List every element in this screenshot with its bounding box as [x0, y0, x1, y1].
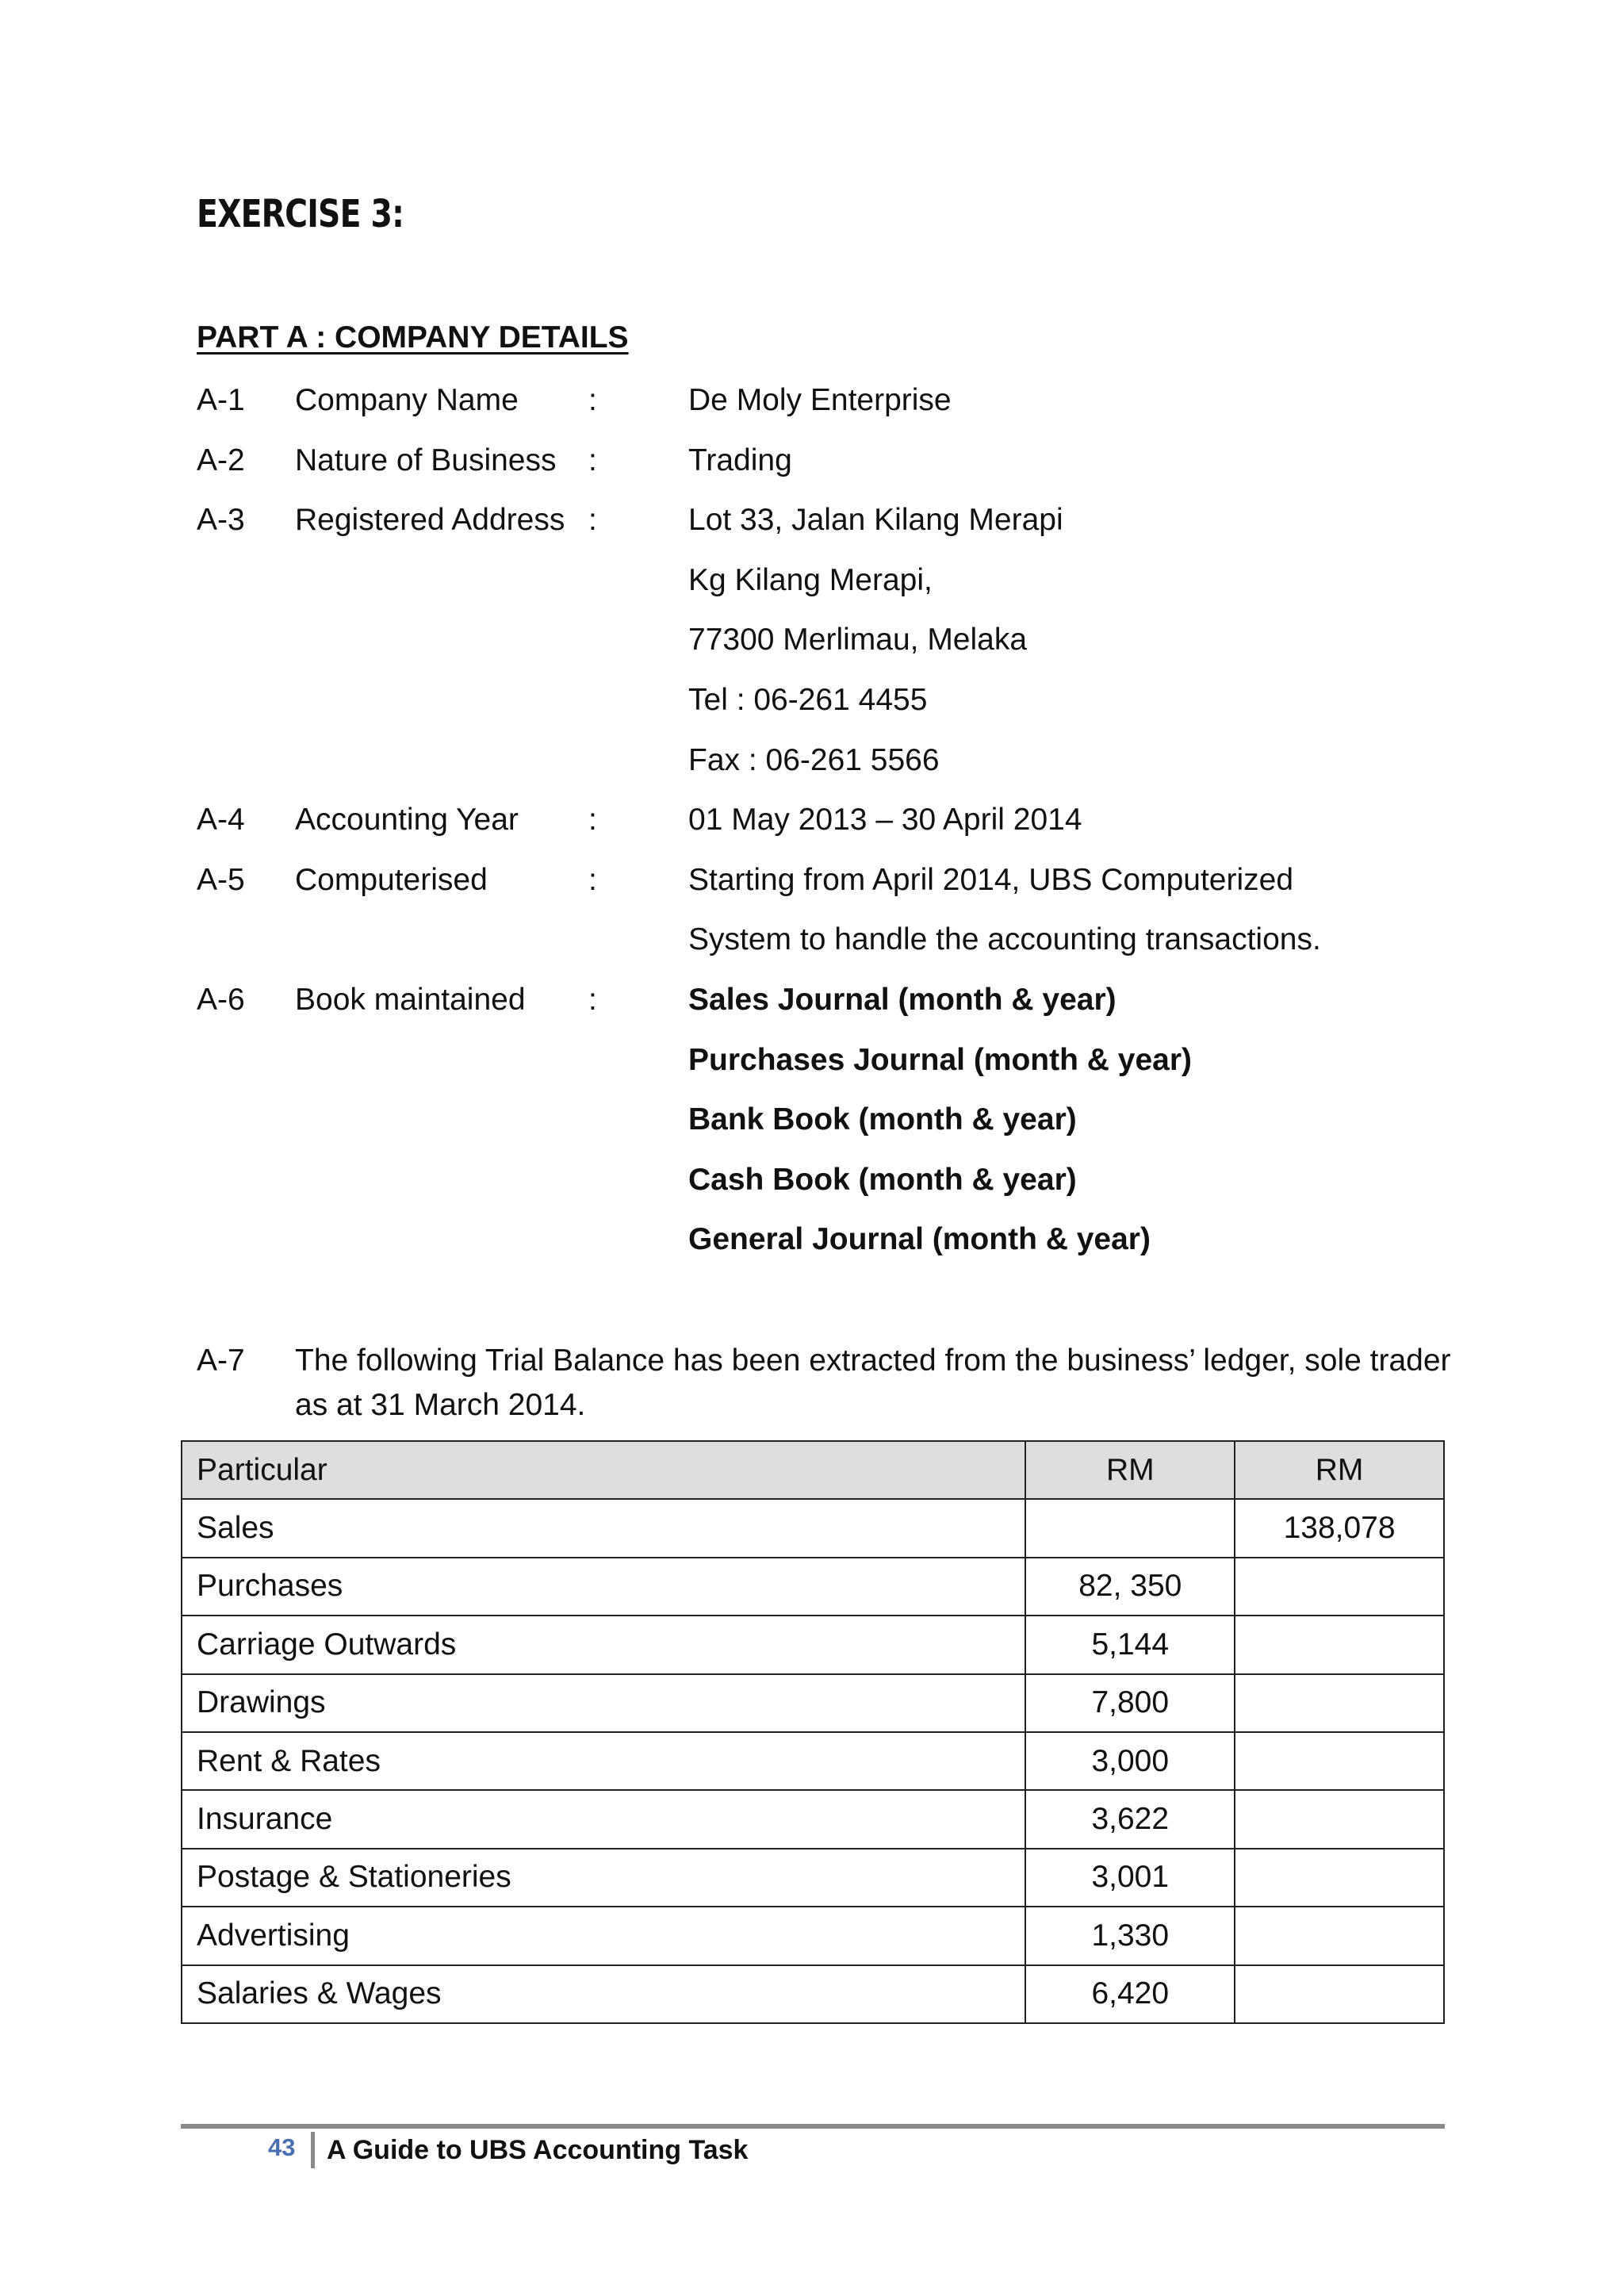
column-header-particular: Particular [182, 1441, 1025, 1499]
item-number: A-4 [197, 803, 245, 838]
debit-cell: 3,001 [1025, 1849, 1235, 1907]
particular-cell: Advertising [182, 1907, 1025, 1964]
item-number: A-6 [197, 982, 245, 1017]
detail-row [197, 976, 1450, 1037]
item-label: Company Name [295, 383, 519, 417]
debit-cell: 5,144 [1025, 1616, 1235, 1673]
page-number: 43 [268, 2133, 296, 2161]
a7-text: The following Trial Balance has been extracted from the business’ ledger, sole trader as at 31 March 2014. [295, 1343, 1451, 1422]
detail-row [197, 557, 1450, 617]
particular-cell: Drawings [182, 1674, 1025, 1732]
item-value: Fax : 06-261 5566 [688, 742, 940, 777]
company-details [197, 377, 1450, 1276]
book-item: Purchases Journal (month & year) [688, 1042, 1193, 1077]
table-row [182, 1907, 1444, 1964]
column-header-credit: RM [1235, 1441, 1444, 1499]
item-number: A-3 [197, 503, 245, 538]
item-colon: : [588, 443, 597, 477]
item-value: 01 May 2013 – 30 April 2014 [688, 803, 1082, 838]
table-row [182, 1674, 1444, 1732]
detail-row [197, 616, 1450, 677]
debit-cell: 3,622 [1025, 1790, 1235, 1848]
item-label: Computerised [295, 862, 488, 897]
book-item: Cash Book (month & year) [688, 1162, 1077, 1197]
particular-cell: Insurance [182, 1790, 1025, 1848]
table-row [182, 1732, 1444, 1790]
table-row [182, 1558, 1444, 1616]
item-number: A-7 [197, 1343, 245, 1378]
credit-cell [1235, 1616, 1444, 1673]
detail-row [197, 737, 1450, 797]
debit-cell: 7,800 [1025, 1674, 1235, 1732]
detail-row [197, 857, 1450, 917]
book-item: General Journal (month & year) [688, 1222, 1151, 1257]
particular-cell: Purchases [182, 1558, 1025, 1616]
credit-cell: 138,078 [1235, 1499, 1444, 1557]
item-value: 77300 Merlimau, Melaka [688, 623, 1028, 657]
debit-cell: 82, 350 [1025, 1558, 1235, 1616]
detail-row [197, 1037, 1450, 1097]
table-row [182, 1616, 1444, 1673]
item-colon: : [588, 803, 597, 838]
table-row [182, 1499, 1444, 1557]
particular-cell: Carriage Outwards [182, 1616, 1025, 1673]
item-value: De Moly Enterprise [688, 383, 952, 417]
debit-cell: 1,330 [1025, 1907, 1235, 1964]
detail-row [197, 1156, 1450, 1217]
item-label: Registered Address [295, 503, 565, 538]
item-colon: : [588, 862, 597, 897]
table-row [182, 1790, 1444, 1848]
particular-cell: Salaries & Wages [182, 1965, 1025, 2023]
detail-row [197, 1096, 1450, 1156]
part-a-title: PART A : COMPANY DETAILS [197, 320, 629, 355]
credit-cell [1235, 1558, 1444, 1616]
credit-cell [1235, 1790, 1444, 1848]
item-value: Kg Kilang Merapi, [688, 562, 933, 597]
detail-row [197, 677, 1450, 737]
item-colon: : [588, 503, 597, 538]
column-header-debit: RM [1025, 1441, 1235, 1499]
item-number: A-5 [197, 862, 245, 897]
item-colon: : [588, 982, 597, 1017]
item-value: Trading [688, 443, 792, 477]
credit-cell [1235, 1965, 1444, 2023]
detail-row [197, 796, 1450, 857]
debit-cell: 6,420 [1025, 1965, 1235, 2023]
item-value: Tel : 06-261 4455 [688, 682, 928, 717]
credit-cell [1235, 1849, 1444, 1907]
debit-cell: 3,000 [1025, 1732, 1235, 1790]
detail-row [197, 437, 1450, 497]
item-value: Lot 33, Jalan Kilang Merapi [688, 503, 1063, 538]
item-number: A-1 [197, 383, 245, 417]
credit-cell [1235, 1907, 1444, 1964]
detail-row [197, 496, 1450, 557]
item-colon: : [588, 383, 597, 417]
trial-balance-table [181, 1440, 1445, 2024]
detail-row [197, 916, 1450, 976]
item-label: Nature of Business [295, 443, 557, 477]
particular-cell: Rent & Rates [182, 1732, 1025, 1790]
particular-cell: Sales [182, 1499, 1025, 1557]
detail-row [197, 1216, 1450, 1276]
item-number: A-2 [197, 443, 245, 477]
footer-separator [311, 2132, 315, 2168]
item-label: Accounting Year [295, 803, 519, 838]
particular-cell: Postage & Stationeries [182, 1849, 1025, 1907]
credit-cell [1235, 1674, 1444, 1732]
detail-row [197, 377, 1450, 437]
debit-cell [1025, 1499, 1235, 1557]
exercise-title: EXERCISE 3: [197, 192, 404, 236]
table-row [182, 1849, 1444, 1907]
footer-title: A Guide to UBS Accounting Task [327, 2135, 749, 2165]
footer-divider [181, 2124, 1445, 2129]
book-item: Bank Book (month & year) [688, 1102, 1077, 1137]
table-row [182, 1965, 1444, 2023]
item-label: Book maintained [295, 982, 526, 1017]
item-value: System to handle the accounting transactions. [688, 922, 1321, 957]
table-header-row [182, 1441, 1444, 1499]
book-item: Sales Journal (month & year) [688, 982, 1116, 1017]
item-value: Starting from April 2014, UBS Computerized [688, 862, 1294, 897]
credit-cell [1235, 1732, 1444, 1790]
